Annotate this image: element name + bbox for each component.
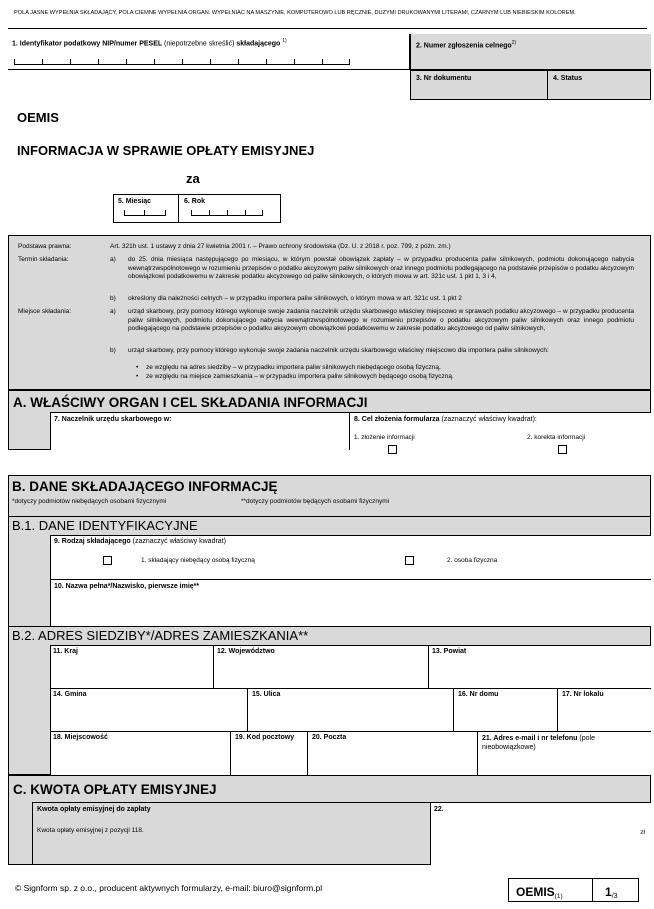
flat-number-field[interactable] <box>557 689 651 731</box>
voivodeship-label: 12. Województwo <box>217 648 275 655</box>
status-label: 4. Status <box>553 75 583 82</box>
page-number-box: 1/3 <box>592 879 640 901</box>
b1-divider <box>8 516 651 517</box>
voivodeship-field[interactable] <box>213 645 428 688</box>
postal-code-label: 19. Kod pocztowy <box>235 734 295 741</box>
section-a-title: A. WŁAŚCIWY ORGAN I CEL SKŁADANIA INFORMACJI <box>13 395 368 410</box>
filer-type-option-1-label: 1. składający niebędący osobą fizyczną <box>141 557 255 564</box>
contact-field[interactable]: 21. Adres e-mail i nr telefonu (pole nieobowiązkowe) <box>477 732 651 775</box>
footer-form-code: OEMIS <box>516 885 555 899</box>
month-field[interactable] <box>113 194 179 223</box>
county-label: 13. Powiat <box>432 648 467 655</box>
amount-field[interactable] <box>430 802 651 865</box>
section-b-title: B. DANE SKŁADAJĄCEGO INFORMACJĘ <box>12 479 278 494</box>
purpose-option-2-checkbox[interactable] <box>558 445 567 454</box>
city-label: 18. Miejscowość <box>53 734 108 741</box>
purpose-option-2-label: 2. korekta informacji <box>527 434 586 441</box>
b1-title: B.1. DANE IDENTYFIKACYJNE <box>12 518 198 533</box>
year-field[interactable] <box>178 194 281 223</box>
nip-pesel-comb <box>14 60 350 65</box>
nip-pesel-label: 1. Identyfikator podatkowy NIP/numer PESEL (niepotrzebne skreślić) składającego $^{1)}$ <box>12 38 287 48</box>
page-number: 1 <box>605 885 612 899</box>
city-field[interactable] <box>50 732 230 775</box>
postal-code-field[interactable] <box>230 732 307 775</box>
document-number-field <box>410 70 548 100</box>
filer-type-field: 9. Rodzaj składającego (zaznaczyć właściwy kwadrat) 1. składający niebędący osobą fizyczną 2. osoba fizyczna <box>50 535 651 579</box>
flat-number-label: 17. Nr lokalu <box>562 691 604 698</box>
form-code-box: OEMIS(1) 1/3 <box>508 878 639 902</box>
amount-currency: zł <box>640 829 645 836</box>
filer-type-option-2-label: 2. osoba fizyczna <box>447 557 498 564</box>
b2-title: B.2. ADRES SIEDZIBY*/ADRES ZAMIESZKANIA** <box>12 628 309 643</box>
contact-label: 21. Adres e-mail i nr telefonu <box>482 735 578 742</box>
purpose-option-1-label: 1. złożenie informacji <box>354 434 415 441</box>
nip-pesel-field[interactable] <box>8 34 410 70</box>
header-rule <box>8 28 647 29</box>
country-label: 11. Kraj <box>53 648 78 655</box>
header-instruction: POLA JASNE WYPEŁNIA SKŁADAJĄCY, POLA CIEMNE WYPEŁNIA ORGAN. WYPEŁNIAĆ NA MASZYNIE, KOMPUTEROWO LUB RĘCZNIE, DUŻYMI DRUKOWANYMI LITERAMI, CZARNYM LUB NIEBIESKIM KOLOREM. <box>14 10 576 16</box>
purpose-label: 8. Cel złożenia formularza <box>354 416 440 423</box>
year-label: 6. Rok <box>184 198 206 205</box>
municipality-label: 14. Gmina <box>53 691 87 698</box>
street-field[interactable] <box>247 689 453 731</box>
section-c-title: C. KWOTA OPŁATY EMISYJNEJ <box>13 782 217 797</box>
county-field[interactable] <box>428 645 651 688</box>
section-b-note-1: *dotyczy podmiotów niebędących osobami fizycznymi <box>12 498 167 505</box>
customs-declaration-label: 2. Numer zgłoszenia celnego <box>416 42 512 50</box>
form-title: INFORMACJA W SPRAWIE OPŁATY EMISYJNEJ <box>17 143 315 158</box>
house-number-field[interactable] <box>453 689 557 731</box>
amount-description: Kwota opłaty emisyjnej z pozycji 118. <box>37 827 144 834</box>
post-office-label: 20. Poczta <box>312 734 347 741</box>
section-b-note-2: **dotyczy podmiotów będących osobami fizycznymi <box>241 498 390 505</box>
month-label: 5. Miesiąc <box>118 198 152 205</box>
form-code: OEMIS <box>17 110 59 125</box>
full-name-label: 10. Nazwa pełna*/Nazwisko, pierwsze imię** <box>54 583 200 590</box>
tax-office-field[interactable] <box>50 412 349 450</box>
filer-type-option-2-checkbox[interactable] <box>405 556 414 565</box>
filer-type-label: 9. Rodzaj składającego <box>54 538 131 545</box>
customs-declaration-field: 2. Numer zgłoszenia celnego$^{2)}$ <box>410 34 651 70</box>
document-number-label: 3. Nr dokumentu <box>416 75 472 82</box>
country-field[interactable] <box>50 645 213 688</box>
full-name-field[interactable] <box>50 579 651 626</box>
filer-type-option-1-checkbox[interactable] <box>103 556 112 565</box>
title-za: za <box>186 171 200 186</box>
tax-office-label: 7. Naczelnik urzędu skarbowego w: <box>54 416 172 423</box>
purpose-option-1-checkbox[interactable] <box>388 445 397 454</box>
house-number-label: 16. Nr domu <box>458 691 499 698</box>
amount-field-label: 22. <box>434 806 444 813</box>
municipality-field[interactable] <box>50 689 247 731</box>
street-label: 15. Ulica <box>252 691 281 698</box>
b2-divider <box>8 626 651 627</box>
post-office-field[interactable] <box>307 732 477 775</box>
purpose-field: 8. Cel złożenia formularza (zaznaczyć właściwy kwadrat): 1. złożenie informacji 2. korekta informacji <box>349 412 651 450</box>
footer-copyright: © Signform sp. z o.o., producent aktywnych formularzy, e-mail: biuro@signform.pl <box>15 883 323 893</box>
amount-heading: Kwota opłaty emisyjnej do zapłaty <box>37 806 151 813</box>
status-field <box>547 70 651 100</box>
